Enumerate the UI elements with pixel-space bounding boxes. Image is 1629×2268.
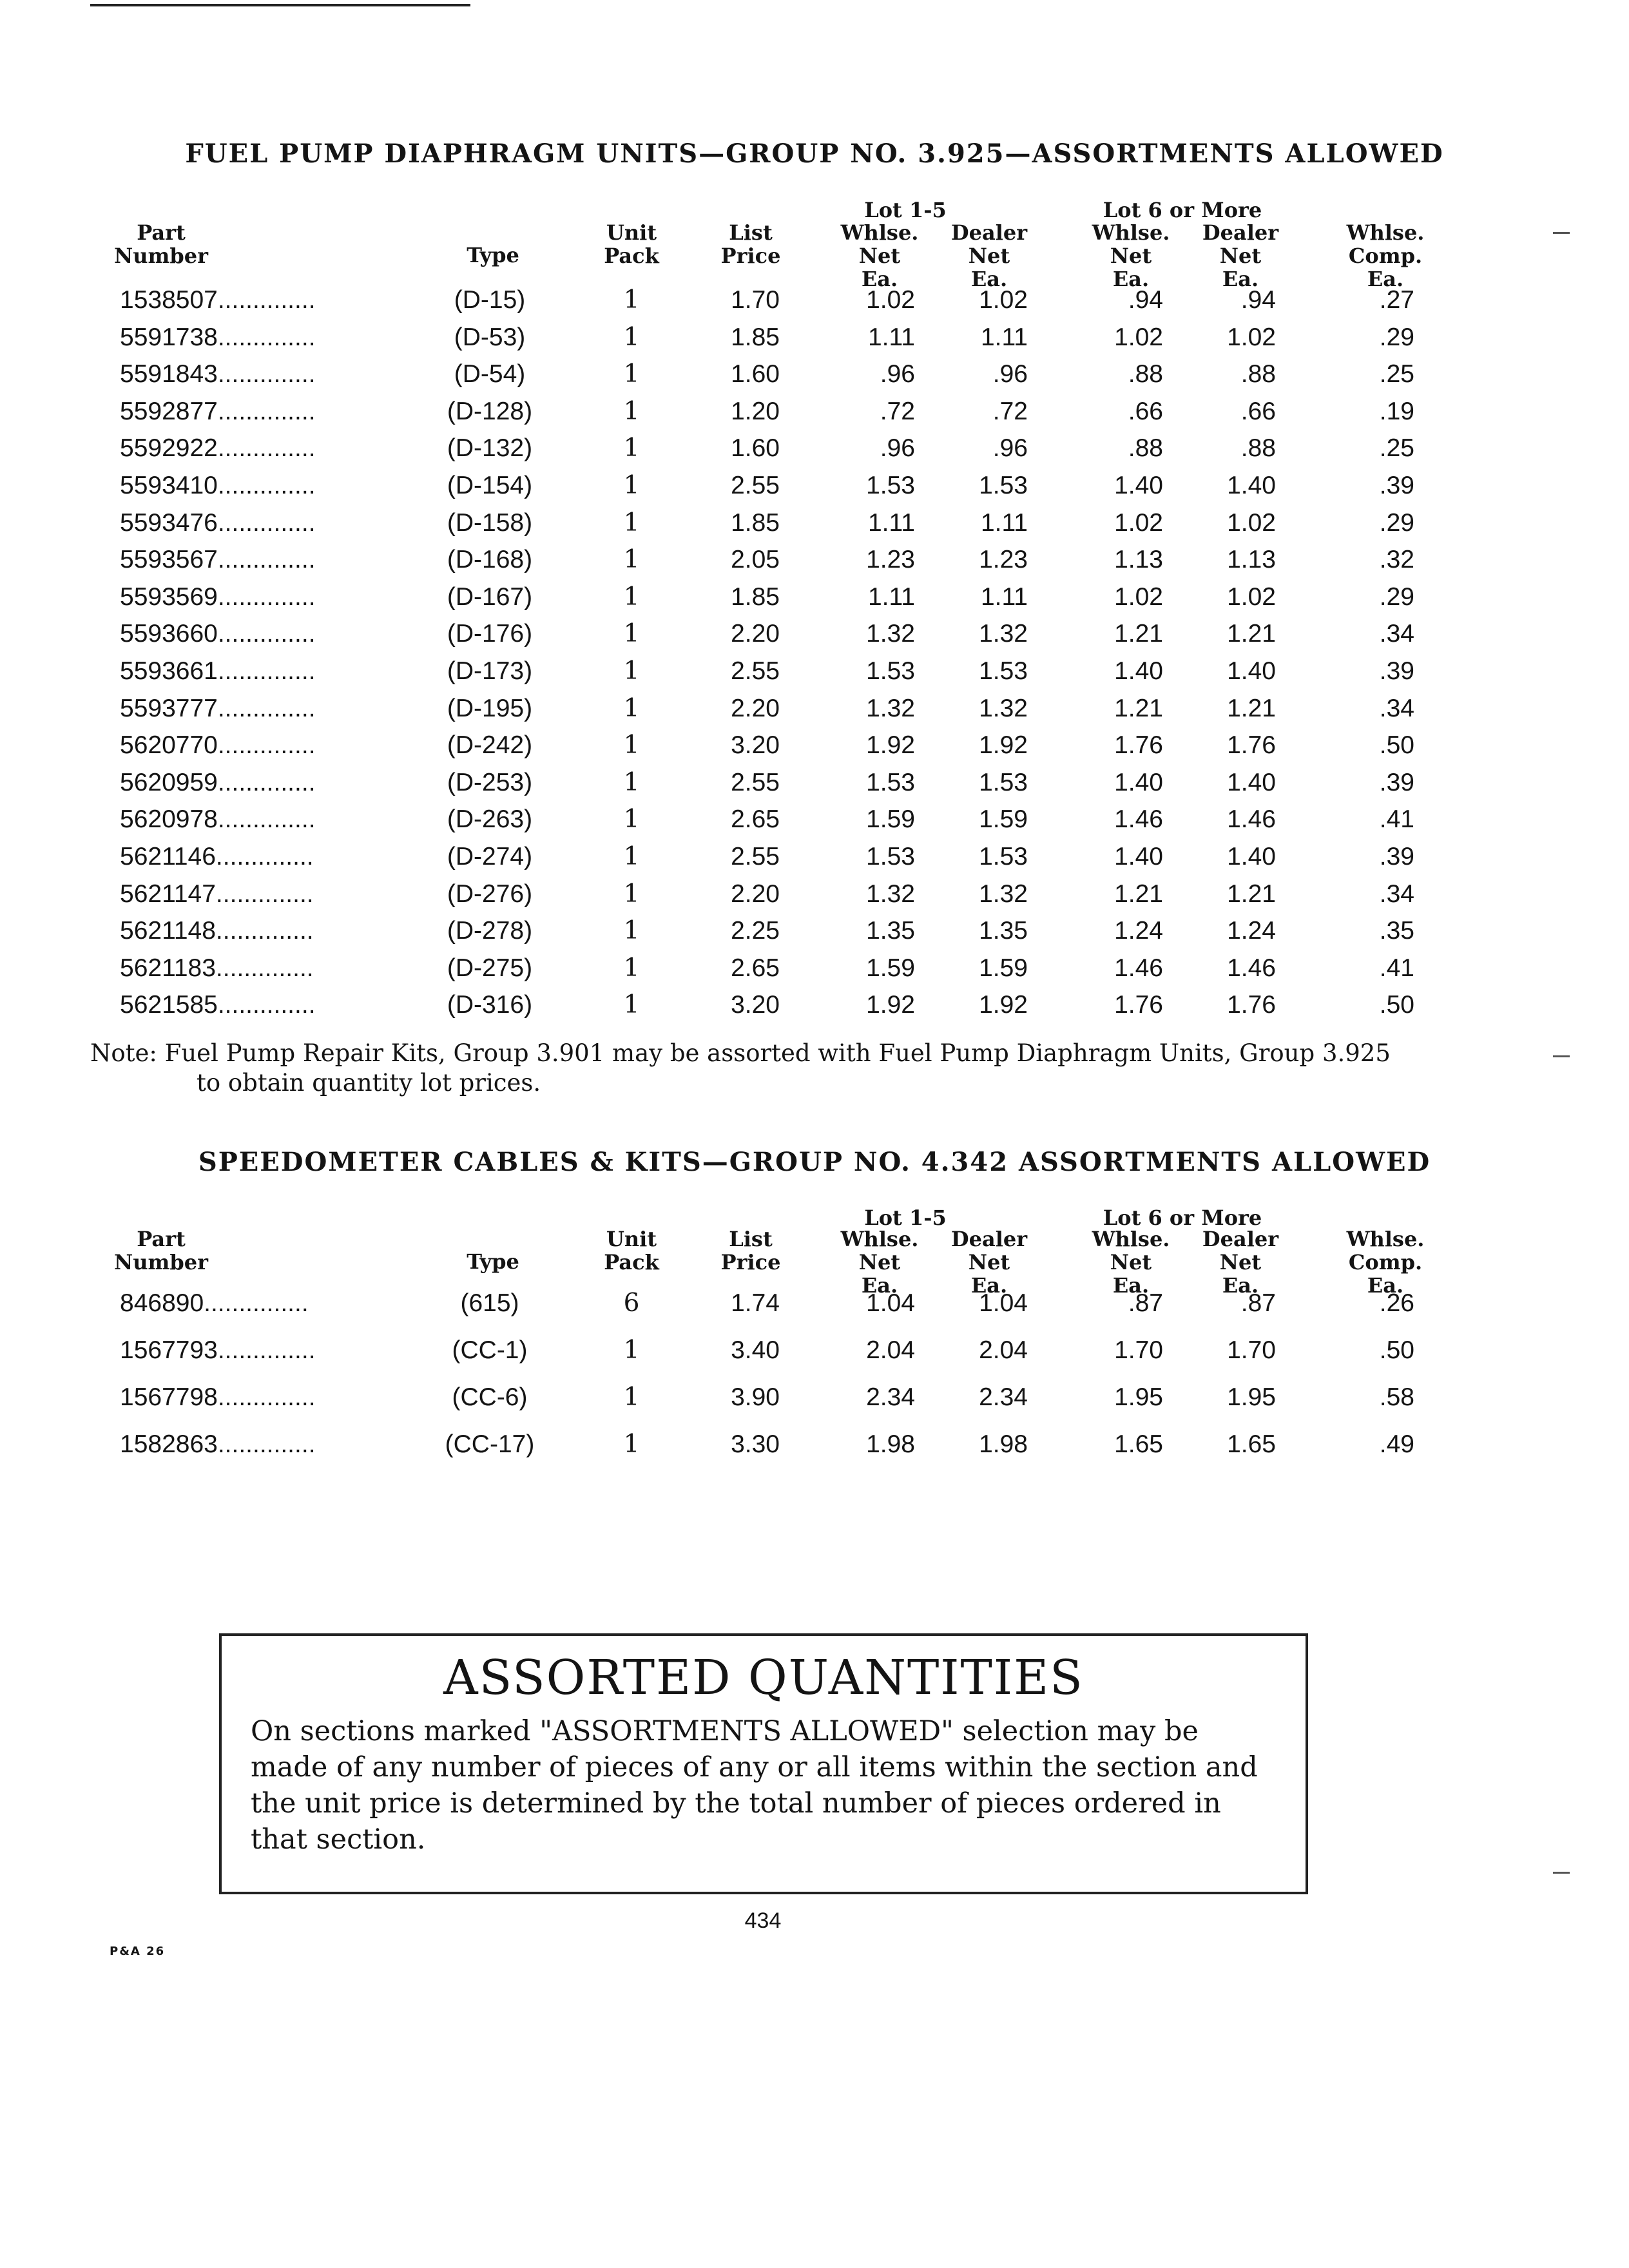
part-number-cell: 846890...............: [120, 1289, 309, 1317]
section-title-fuel-pump: FUEL PUMP DIAPHRAGM UNITS—GROUP NO. 3.925—ASSORTMENTS ALLOWED: [185, 139, 1444, 169]
table-row: [0, 394, 1629, 430]
comp-cell: .39: [1379, 472, 1414, 499]
page-number: 434: [744, 1908, 782, 1933]
list-cell: 1.74: [731, 1289, 780, 1317]
d15-cell: 1.59: [979, 805, 1028, 834]
comp-cell: .39: [1379, 843, 1414, 870]
d15-cell: 1.53: [979, 768, 1028, 796]
d15-cell: .96: [992, 434, 1028, 463]
unit-pack-cell: 1: [623, 582, 640, 611]
part-number-cell: 5593660..............: [120, 620, 316, 648]
w6-cell: 1.70: [1114, 1336, 1163, 1364]
d15-cell: 1.35: [979, 917, 1028, 945]
header-list-price: List Price: [720, 1227, 781, 1274]
d15-cell: 1.92: [979, 731, 1028, 760]
unit-pack-cell: 1: [623, 953, 640, 983]
list-cell: 3.20: [731, 731, 780, 760]
part-number-cell: 5593410..............: [120, 472, 316, 499]
header-part-number: Part Number: [114, 1227, 208, 1274]
comp-cell: .25: [1379, 360, 1414, 389]
w15-cell: .72: [880, 397, 915, 425]
w15-cell: 1.02: [866, 286, 915, 314]
comp-cell: .50: [1379, 731, 1414, 760]
note-line-2: to obtain quantity lot prices.: [197, 1069, 541, 1097]
comp-cell: .39: [1379, 657, 1414, 685]
comp-cell: .29: [1379, 508, 1414, 537]
unit-pack-cell: 1: [623, 1430, 640, 1459]
d6-cell: 1.40: [1227, 472, 1276, 499]
list-cell: 1.85: [731, 508, 780, 537]
d6-cell: 1.40: [1227, 657, 1276, 685]
unit-pack-cell: 1: [623, 693, 640, 723]
w6-cell: 1.02: [1114, 323, 1163, 351]
unit-pack-cell: 1: [623, 657, 640, 686]
table-row: [0, 356, 1629, 392]
table-row: [0, 320, 1629, 356]
d6-cell: .88: [1240, 434, 1276, 463]
part-number-cell: 5621183..............: [120, 954, 314, 982]
type-cell: (D-128): [447, 397, 533, 425]
table-row: [0, 542, 1629, 578]
type-cell: (D-242): [447, 731, 533, 760]
type-cell: (D-316): [447, 991, 533, 1019]
margin-mark: [1553, 232, 1570, 234]
w6-cell: 1.76: [1114, 991, 1163, 1019]
unit-pack-cell: 1: [623, 916, 640, 946]
w15-cell: 1.35: [866, 917, 915, 945]
w6-cell: 1.76: [1114, 731, 1163, 760]
list-cell: 1.85: [731, 582, 780, 611]
w6-cell: .94: [1128, 286, 1163, 314]
w6-cell: 1.21: [1114, 620, 1163, 648]
part-number-cell: 5591843..............: [120, 360, 316, 389]
header-unit-pack: Unit Pack: [604, 1227, 659, 1274]
list-cell: 3.40: [731, 1336, 780, 1364]
header-whlse-comp: Whlse. Comp. Ea.: [1346, 1227, 1425, 1298]
list-cell: 3.30: [731, 1430, 780, 1458]
assorted-quantities-box: [219, 1633, 1308, 1894]
unit-pack-cell: 1: [623, 767, 640, 797]
d6-cell: 1.02: [1227, 582, 1276, 611]
unit-pack-cell: 1: [623, 731, 640, 760]
d15-cell: 1.98: [979, 1430, 1028, 1458]
d15-cell: .96: [992, 360, 1028, 389]
d6-cell: 1.95: [1227, 1383, 1276, 1411]
w6-cell: .66: [1128, 397, 1163, 425]
comp-cell: .49: [1379, 1430, 1414, 1458]
w6-cell: 1.46: [1114, 954, 1163, 982]
table-row: [0, 1427, 1629, 1463]
table-row: [0, 653, 1629, 689]
table-row: [0, 468, 1629, 504]
list-cell: 2.20: [731, 694, 780, 722]
d15-cell: 1.23: [979, 546, 1028, 574]
d6-cell: .88: [1240, 360, 1276, 389]
d6-cell: 1.65: [1227, 1430, 1276, 1458]
type-cell: (D-176): [447, 620, 533, 648]
d15-cell: 1.11: [980, 508, 1028, 537]
type-cell: (D-154): [447, 472, 533, 499]
d15-cell: 1.04: [979, 1289, 1028, 1317]
note-line-1: Note: Fuel Pump Repair Kits, Group 3.901 may be assorted with Fuel Pump Diaphragm Units, Group 3.925: [90, 1039, 1391, 1067]
w15-cell: 2.04: [866, 1336, 915, 1364]
unit-pack-cell: 1: [623, 322, 640, 352]
table-row: [0, 802, 1629, 838]
section-title-speedometer: SPEEDOMETER CABLES & KITS—GROUP NO. 4.342 ASSORTMENTS ALLOWED: [198, 1147, 1431, 1177]
w15-cell: 1.59: [866, 805, 915, 834]
header-lot-6: Lot 6 or More: [1103, 198, 1262, 222]
header-whlse-net-1-5: Whlse. Net Ea.: [840, 1227, 919, 1298]
w15-cell: 1.59: [866, 954, 915, 982]
d6-cell: 1.40: [1227, 843, 1276, 870]
d6-cell: 1.24: [1227, 917, 1276, 945]
table-row: [0, 876, 1629, 912]
margin-mark: [1553, 1872, 1570, 1874]
w15-cell: 1.53: [866, 768, 915, 796]
header-whlse-net-6: Whlse. Net Ea.: [1092, 220, 1170, 291]
comp-cell: .39: [1379, 768, 1414, 796]
list-cell: 1.60: [731, 434, 780, 463]
table-row: [0, 430, 1629, 466]
part-number-cell: 1567798..............: [120, 1383, 316, 1411]
top-rule: [90, 4, 470, 6]
w15-cell: 1.11: [867, 582, 915, 611]
w15-cell: 1.53: [866, 472, 915, 499]
list-cell: 2.55: [731, 657, 780, 685]
comp-cell: .50: [1379, 991, 1414, 1019]
comp-cell: .41: [1379, 805, 1414, 834]
header-list-price: List Price: [720, 220, 781, 268]
type-cell: (D-195): [447, 694, 533, 722]
part-number-cell: 5621147..............: [120, 879, 314, 908]
list-cell: 2.20: [731, 620, 780, 648]
type-cell: (D-275): [447, 954, 533, 982]
d6-cell: 1.21: [1227, 620, 1276, 648]
part-number-cell: 5593569..............: [120, 582, 316, 611]
header-part-number: Part Number: [114, 220, 208, 268]
unit-pack-cell: 1: [623, 1383, 640, 1412]
w15-cell: 1.23: [866, 546, 915, 574]
part-number-cell: 1567793..............: [120, 1336, 316, 1364]
table-row: [0, 1379, 1629, 1416]
d15-cell: 1.02: [979, 286, 1028, 314]
w15-cell: 1.04: [866, 1289, 915, 1317]
unit-pack-cell: 1: [623, 471, 640, 500]
comp-cell: .34: [1379, 620, 1414, 648]
header-dealer-net-1-5: Dealer Net Ea.: [950, 220, 1028, 291]
list-cell: 2.55: [731, 843, 780, 870]
part-number-cell: 1538507..............: [120, 286, 316, 314]
part-number-cell: 5592922..............: [120, 434, 316, 463]
part-number-cell: 5620770..............: [120, 731, 316, 760]
w15-cell: 1.32: [866, 694, 915, 722]
w15-cell: 1.92: [866, 731, 915, 760]
d15-cell: 1.53: [979, 657, 1028, 685]
d6-cell: 1.02: [1227, 508, 1276, 537]
header-dealer-net-6: Dealer Net Ea.: [1202, 1227, 1279, 1298]
comp-cell: .32: [1379, 546, 1414, 574]
part-number-cell: 5620959..............: [120, 768, 316, 796]
part-number-cell: 5620978..............: [120, 805, 316, 834]
list-cell: 2.55: [731, 768, 780, 796]
comp-cell: .29: [1379, 582, 1414, 611]
list-cell: 2.20: [731, 879, 780, 908]
d6-cell: 1.46: [1227, 805, 1276, 834]
list-cell: 1.20: [731, 397, 780, 425]
type-cell: (D-53): [454, 323, 526, 351]
d6-cell: 1.21: [1227, 694, 1276, 722]
d6-cell: 1.13: [1227, 546, 1276, 574]
list-cell: 3.90: [731, 1383, 780, 1411]
list-cell: 2.65: [731, 954, 780, 982]
comp-cell: .27: [1379, 286, 1414, 314]
w15-cell: 1.11: [867, 323, 915, 351]
type-cell: (D-253): [447, 768, 533, 796]
w15-cell: 1.53: [866, 657, 915, 685]
unit-pack-cell: 1: [623, 396, 640, 426]
margin-mark: [1553, 1055, 1570, 1057]
w15-cell: 2.34: [866, 1383, 915, 1411]
w6-cell: 1.40: [1114, 657, 1163, 685]
type-cell: (CC-17): [445, 1430, 535, 1458]
list-cell: 2.05: [731, 546, 780, 574]
part-number-cell: 5621585..............: [120, 991, 316, 1019]
table-row: [0, 839, 1629, 875]
comp-cell: .26: [1379, 1289, 1414, 1317]
comp-cell: .19: [1379, 397, 1414, 425]
d6-cell: 1.70: [1227, 1336, 1276, 1364]
table-row: [0, 1285, 1629, 1321]
type-cell: (D-15): [454, 286, 526, 314]
d15-cell: 1.32: [979, 620, 1028, 648]
d15-cell: 1.11: [980, 323, 1028, 351]
unit-pack-cell: 1: [623, 360, 640, 389]
unit-pack-cell: 6: [623, 1289, 640, 1318]
part-number-cell: 5591738..............: [120, 323, 316, 351]
d15-cell: 1.32: [979, 694, 1028, 722]
table-row: [0, 579, 1629, 615]
unit-pack-cell: 1: [623, 1336, 640, 1365]
unit-pack-cell: 1: [623, 545, 640, 575]
assorted-quantities-body: On sections marked "ASSORTMENTS ALLOWED" selection may be made of any number of pieces of any or all items within the section and the unit price is determined by the total number of pieces ordered in that section.: [251, 1715, 1258, 1856]
d6-cell: 1.76: [1227, 731, 1276, 760]
part-number-cell: 1582863..............: [120, 1430, 316, 1458]
table-row: [0, 282, 1629, 318]
type-cell: (D-274): [447, 843, 533, 870]
comp-cell: .35: [1379, 917, 1414, 945]
w6-cell: 1.95: [1114, 1383, 1163, 1411]
header-dealer-net-6: Dealer Net Ea.: [1202, 220, 1279, 291]
d15-cell: 1.11: [980, 582, 1028, 611]
type-cell: (D-167): [447, 582, 533, 611]
part-number-cell: 5593661..............: [120, 657, 316, 685]
list-cell: 1.60: [731, 360, 780, 389]
unit-pack-cell: 1: [623, 879, 640, 908]
comp-cell: .34: [1379, 879, 1414, 908]
comp-cell: .58: [1379, 1383, 1414, 1411]
w15-cell: 1.98: [866, 1430, 915, 1458]
d15-cell: 2.04: [979, 1336, 1028, 1364]
w15-cell: 1.92: [866, 991, 915, 1019]
list-cell: 3.20: [731, 991, 780, 1019]
type-cell: (D-173): [447, 657, 533, 685]
part-number-cell: 5593476..............: [120, 508, 316, 537]
d6-cell: .94: [1240, 286, 1276, 314]
w15-cell: 1.32: [866, 620, 915, 648]
d15-cell: 1.53: [979, 472, 1028, 499]
d6-cell: 1.76: [1227, 991, 1276, 1019]
comp-cell: .25: [1379, 434, 1414, 463]
table-row: [0, 691, 1629, 727]
w15-cell: 1.32: [866, 879, 915, 908]
w6-cell: 1.40: [1114, 843, 1163, 870]
table-row: [0, 616, 1629, 652]
header-whlse-net-6: Whlse. Net Ea.: [1092, 1227, 1170, 1298]
table-row: [0, 950, 1629, 986]
d15-cell: 1.59: [979, 954, 1028, 982]
w15-cell: 1.11: [867, 508, 915, 537]
comp-cell: .34: [1379, 694, 1414, 722]
w6-cell: 1.24: [1114, 917, 1163, 945]
type-cell: (D-276): [447, 879, 533, 908]
note-fuel-pump: [90, 1039, 1456, 1098]
d6-cell: 1.46: [1227, 954, 1276, 982]
list-cell: 2.65: [731, 805, 780, 834]
comp-cell: .41: [1379, 954, 1414, 982]
w6-cell: 1.21: [1114, 694, 1163, 722]
type-cell: (D-54): [454, 360, 526, 389]
table-row: [0, 913, 1629, 949]
w6-cell: .88: [1128, 360, 1163, 389]
d15-cell: .72: [992, 397, 1028, 425]
header-dealer-net-1-5: Dealer Net Ea.: [950, 1227, 1028, 1298]
d6-cell: 1.40: [1227, 768, 1276, 796]
unit-pack-cell: 1: [623, 842, 640, 871]
part-number-cell: 5621146..............: [120, 843, 314, 870]
header-lot-1-5: Lot 1-5: [864, 1206, 947, 1230]
d6-cell: .87: [1240, 1289, 1276, 1317]
type-cell: (D-132): [447, 434, 533, 463]
part-number-cell: 5621148..............: [120, 917, 314, 945]
part-number-cell: 5593777..............: [120, 694, 316, 722]
unit-pack-cell: 1: [623, 508, 640, 537]
table-row: [0, 765, 1629, 801]
type-cell: (CC-6): [452, 1383, 528, 1411]
footer-code: P&A 26: [110, 1945, 166, 1958]
d15-cell: 1.32: [979, 879, 1028, 908]
type-cell: (D-168): [447, 546, 533, 574]
part-number-cell: 5592877..............: [120, 397, 316, 425]
w6-cell: .87: [1128, 1289, 1163, 1317]
w6-cell: 1.65: [1114, 1430, 1163, 1458]
type-cell: (615): [460, 1289, 519, 1317]
unit-pack-cell: 1: [623, 990, 640, 1020]
type-cell: (D-263): [447, 805, 533, 834]
d15-cell: 2.34: [979, 1383, 1028, 1411]
list-cell: 1.85: [731, 323, 780, 351]
header-whlse-net-1-5: Whlse. Net Ea.: [840, 220, 919, 291]
unit-pack-cell: 1: [623, 619, 640, 649]
w6-cell: .88: [1128, 434, 1163, 463]
unit-pack-cell: 1: [623, 434, 640, 463]
assorted-quantities-title: ASSORTED QUANTITIES: [443, 1650, 1084, 1706]
header-unit-pack: Unit Pack: [604, 220, 659, 268]
type-cell: (CC-1): [452, 1336, 528, 1364]
part-number-cell: 5593567..............: [120, 546, 316, 574]
d15-cell: 1.53: [979, 843, 1028, 870]
w15-cell: 1.53: [866, 843, 915, 870]
header-whlse-comp: Whlse. Comp. Ea.: [1346, 220, 1425, 291]
table-row: [0, 505, 1629, 541]
header-type: Type: [467, 1249, 519, 1274]
w6-cell: 1.02: [1114, 508, 1163, 537]
w15-cell: .96: [880, 434, 915, 463]
list-cell: 1.70: [731, 286, 780, 314]
w6-cell: 1.40: [1114, 768, 1163, 796]
d6-cell: 1.21: [1227, 879, 1276, 908]
comp-cell: .29: [1379, 323, 1414, 351]
w15-cell: .96: [880, 360, 915, 389]
list-cell: 2.25: [731, 917, 780, 945]
comp-cell: .50: [1379, 1336, 1414, 1364]
w6-cell: 1.21: [1114, 879, 1163, 908]
list-cell: 2.55: [731, 472, 780, 499]
table-row: [0, 727, 1629, 764]
d6-cell: 1.02: [1227, 323, 1276, 351]
table-row: [0, 987, 1629, 1023]
d15-cell: 1.92: [979, 991, 1028, 1019]
unit-pack-cell: 1: [623, 285, 640, 314]
type-cell: (D-158): [447, 508, 533, 537]
w6-cell: 1.02: [1114, 582, 1163, 611]
d6-cell: .66: [1240, 397, 1276, 425]
header-lot-6: Lot 6 or More: [1103, 1206, 1262, 1230]
unit-pack-cell: 1: [623, 805, 640, 834]
w6-cell: 1.46: [1114, 805, 1163, 834]
header-lot-1-5: Lot 1-5: [864, 198, 947, 222]
w6-cell: 1.40: [1114, 472, 1163, 499]
header-type: Type: [467, 243, 519, 267]
type-cell: (D-278): [447, 917, 533, 945]
w6-cell: 1.13: [1114, 546, 1163, 574]
table-row: [0, 1332, 1629, 1369]
